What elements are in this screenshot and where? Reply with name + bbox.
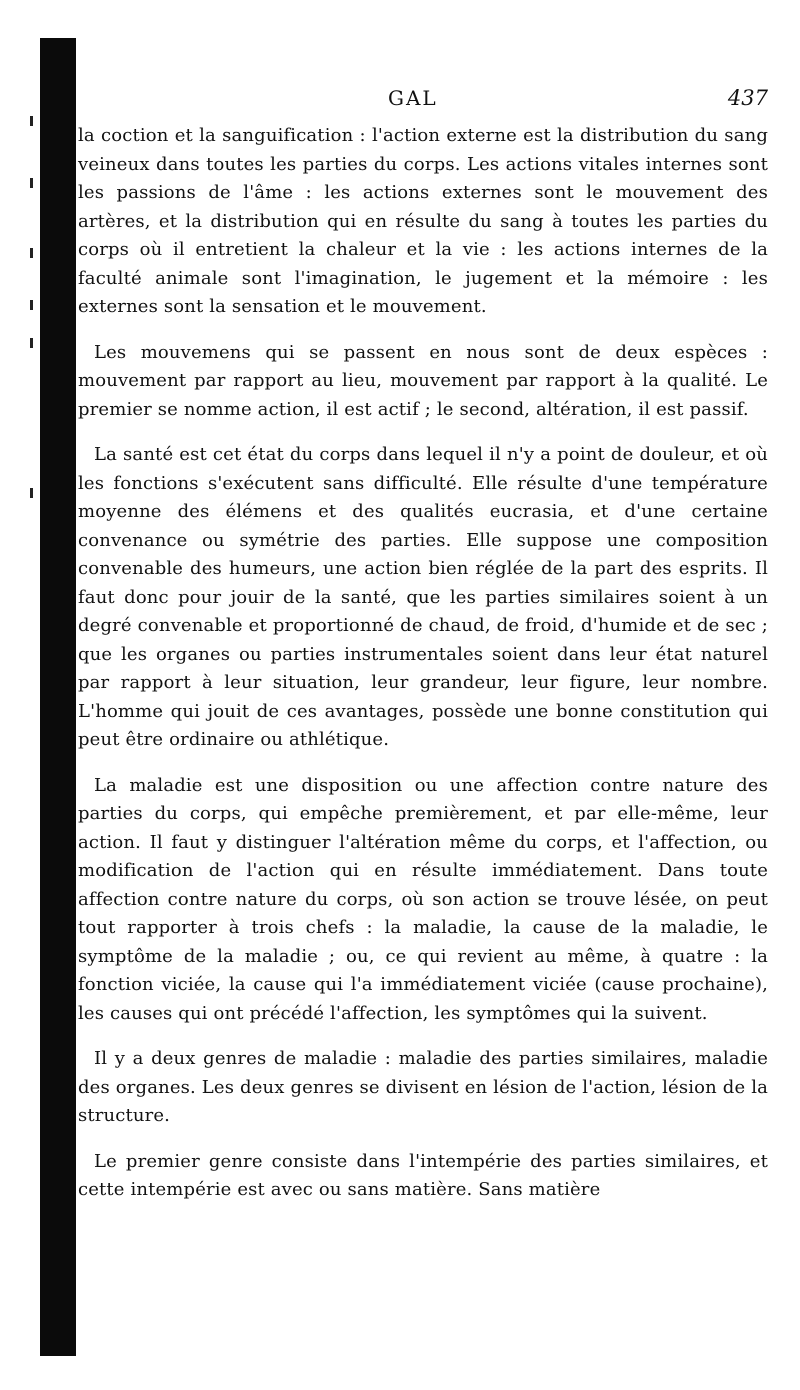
paragraph-disease: La maladie est une disposition ou une affection contre nature des parties du corps, qui empêche premièrement, et par elle-même, leur action. Il faut y distinguer l'altération même du corps, et l'affection, ou modification de l'action qui en résulte immédiatement. Dans toute affection contre nature du corps, où son action se trouve lésée, on peut tout rapporter à trois chefs : la maladie, la cause de la maladie, le symptôme de la maladie ; ou, ce qui revient au même, à quatre : la fonction viciée, la cause qui l'a immédiatement viciée (cause prochaine), les causes qui ont précédé l'affection, les symptômes qui la suivent.: [78, 774, 768, 1024]
paragraph-movements: Les mouvemens qui se passent en nous sont de deux espèces : mouvement par rapport au lieu, mouvement par rapport à la qualité. Le premier se nomme action, il est actif ; le second, altération, il est passif.: [78, 341, 768, 420]
running-head: GAL: [388, 86, 438, 110]
book-page: [78, 86, 768, 1222]
paragraph-first-genre: Le premier genre consiste dans l'intempérie des parties similaires, et cette intempérie est avec ou sans matière. Sans matière: [78, 1150, 768, 1200]
page-number: 437: [727, 86, 768, 110]
book-binding-edge: [40, 38, 76, 1356]
paragraph-health: La santé est cet état du corps dans lequel il n'y a point de douleur, et où les fonctions s'exécutent sans difficulté. Elle résulte d'une température moyenne des élémens et des qualités eucrasia, et d'une certaine convenance ou symétrie des parties. Elle suppose une composition convenable des humeurs, une action bien réglée de la part des esprits. Il faut donc pour jouir de la santé, que les parties similaires soient à un degré convenable et proportionné de chaud, de froid, d'humide et de sec ; que les organes ou parties instrumentales soient dans leur état naturel par rapport à leur situation, leur grandeur, leur figure, leur nombre. L'homme qui jouit de ces avantages, possède une bonne constitution qui peut être ordinaire ou athlétique.: [78, 444, 768, 750]
paragraph-disease-types: Il y a deux genres de maladie : maladie des parties similaires, maladie des organes. Les deux genres se divisent en lésion de l'action, lésion de la structure.: [78, 1048, 768, 1126]
scan-edge-specks: [30, 38, 42, 1356]
paragraph-vital-actions: la coction et la sanguification : l'action externe est la distribution du sang veineux dans toutes les parties du corps. Les actions vitales internes sont les passions de l'âme : les actions externes sont le mouvement des artères, et la distribution qui en résulte du sang à toutes les parties du corps où il entretient la chaleur et la vie : les actions internes de la faculté animale sont l'imagination, le jugement et la mémoire : les externes sont la sensation et le mouvement.: [78, 125, 768, 317]
page-header: [78, 86, 768, 122]
